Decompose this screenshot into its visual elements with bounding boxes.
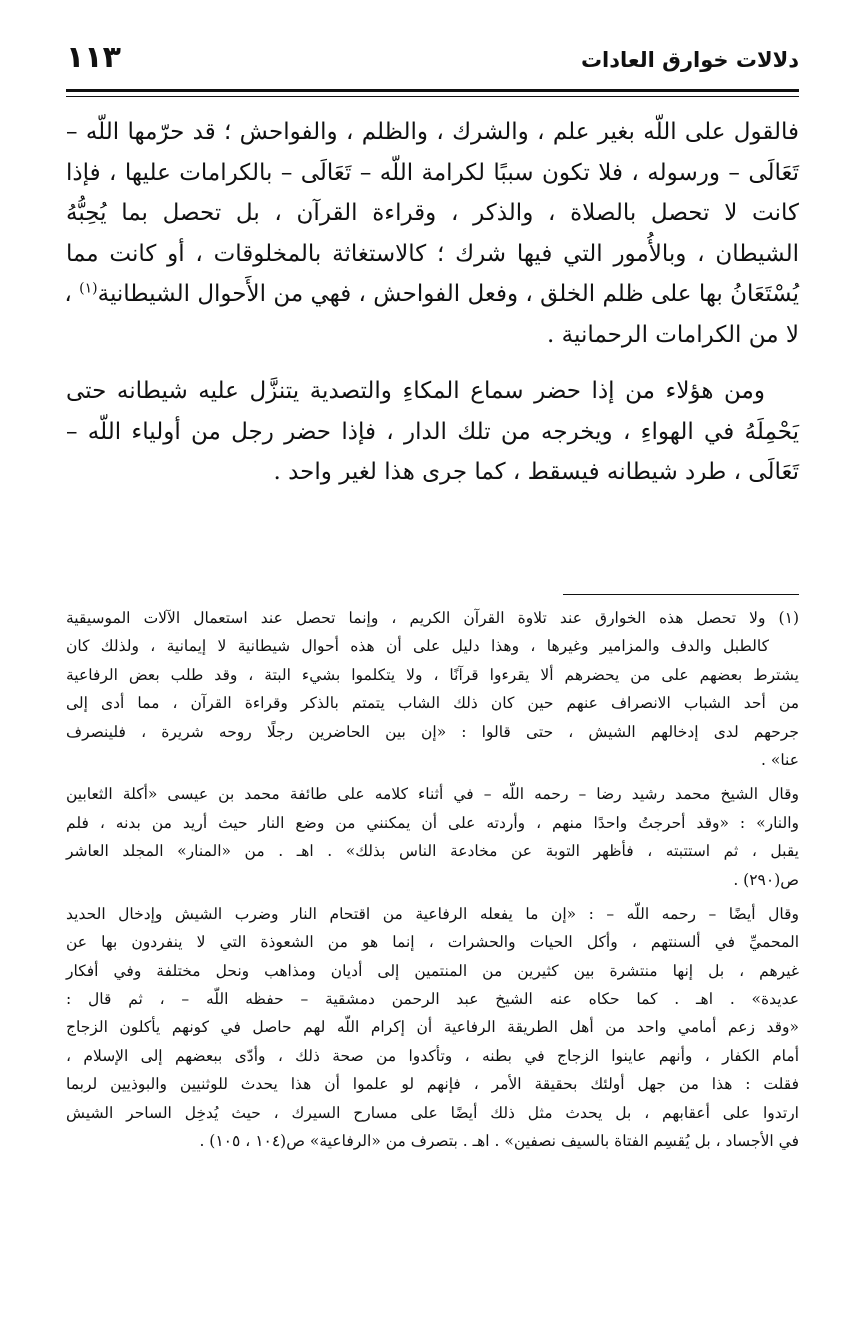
footnote-line: وقال أيضًا – رحمه اللّه – : «إن ما يفعله الرفاعية من اقتحام النار وضرب الشيش وإدخال الحديد [66, 904, 799, 923]
text-line: لا من الكرامات الرحمانية . [547, 321, 799, 348]
text-line [66, 274, 799, 315]
footnote-line: المحميِّ في ألسنتهم ، وأكل الحيات والحشرات ، إنما هو من الشعوذة التي لا ينفردون بها عن [66, 933, 799, 952]
text-line-content: يُسْتَعَانُ بها على ظلم الخلق ، وفعل الفواحش ، فهي من الأَحوال الشيطانية [97, 281, 799, 307]
text-line: تَعَالَى ، طرد شيطانه فيسقط ، كما جرى هذا لغير واحد . [273, 459, 799, 485]
footnote-line: في الأجساد ، بل يُقسِم الفتاة بالسيف نصفين» . اهـ . بتصرف من «الرفاعية» ص(١٠٤ ، ١٠٥) . [199, 1132, 799, 1151]
footnote-separator [563, 594, 799, 595]
footnote-line: ص(٢٩٠) . [733, 870, 799, 889]
footnote-line: والنار» : «وقد أحرجتُ واحدًا منهم ، وأردته على أن يمكنني من وضع النار حيث أريد من بدنه ، فلم [66, 813, 799, 832]
footnote-quote-rida [66, 780, 799, 894]
footnote-line: غيرهم ، بل إنها منتشرة بين كثيرين من المنتمين إلى أديان ومذاهب ونحل مختلفة وفي أفكار [66, 961, 799, 980]
paragraph-2 [66, 371, 799, 493]
page-header [66, 36, 799, 84]
main-text [66, 112, 799, 493]
text-line: تَعَالَى – ورسوله ، فلا تكون سببًا لكرامة اللّه – تَعَالَى – بالكرامات عليها ، فإذا [66, 159, 799, 186]
text-line: ومن هؤلاء من إذا حضر سماع المكاءِ والتصدية يتنزَّل عليه شيطانه حتى [66, 378, 765, 404]
footnote-line: (١) ولا تحصل هذه الخوارق عند تلاوة القرآن الكريم ، وإنما تحصل عند استعمال الآلات الموسيقية [66, 609, 799, 627]
footnote-line: من أحد الشباب الانصراف عنهم حين كان ذلك الشاب يتمتم بالذكر وقراءة القرآن ، مما أدى إلى [66, 694, 799, 713]
footnote-quote-rifaiyya [66, 900, 799, 1156]
footnote-1 [66, 604, 799, 774]
footnote-line: فقلت : هذا من جهل أولئك بحقيقة الأمر ، فإنهم لو علموا أن هذا يحدث للوثنيين والبوذيين لربما [66, 1075, 799, 1094]
page-number: ١١٣ [66, 40, 121, 75]
footnote-line: جرحهم لدى إدخالهم الشيش ، حتى قالوا : «إن بين الحاضرين رجلًا روحه شريرة ، فلينصرف [66, 722, 799, 741]
footnote-marker: (١) [79, 280, 98, 297]
footnote-line: «وقد زعم أمامي واحد من أهل الطريقة الرفاعية أن إكرام اللّه لهم حاصل في كونهم يأكلون الزجاج [66, 1018, 799, 1037]
footnote-line: وقال الشيخ محمد رشيد رضا – رحمه اللّه – في أثناء كلامه على طائفة محمد بن عيسى «أكلة الثعابين [66, 785, 799, 804]
footnotes [66, 604, 799, 1155]
footnote-line: ارتدوا على أعقابهم ، بل يحدث مثل ذلك أيضًا على مسارح السيرك ، حيث يُدخِل الساحر الشيش [66, 1103, 799, 1122]
footnote-line: عنا» . [761, 750, 799, 769]
text-line: فالقول على اللّه بغير علم ، والشرك ، والظلم ، والفواحش ؛ قد حرّمها اللّه – [66, 119, 799, 145]
footnote-line: يشترط بعضهم على من يحضرهم ألا يقرءوا قرآنًا ، ولا يتكلموا بشيء البتة ، وقد طلب بعض الرفاعية [66, 665, 799, 684]
header-rule-thin [66, 96, 799, 97]
footnote-line: أمام الكفار ، وأنهم عاينوا الزجاج في بطنه ، وتأكدوا من صحة ذلك ، وأدّى ببعضهم إلى الإسلام ، [66, 1046, 799, 1065]
text-line: يَحْمِلَهُ في الهواءِ ، ويخرجه من تلك الدار ، فإذا حضر رجل من أولياء اللّه – [66, 418, 799, 445]
footnote-line: يقبل ، ثم استتبته ، فأظهر التوبة عن مخادعة الناس بذلك» . اهـ . من «المنار» المجلد العاشر [66, 842, 799, 861]
footnote-line: كالطبل والدف والمزامير وغيرها ، وهذا دليل على أن هذه أحوال شيطانية لا إيمانية ، ولذلك كان [66, 637, 769, 656]
header-rule-thick [66, 89, 799, 92]
footnote-line: عديدة» . اهـ . كما حكاه عنه الشيخ عبد الرحمن دمشقية – حفظه اللّه – ، ثم قال : [66, 990, 799, 1009]
trailing-comma: ، [64, 281, 80, 307]
text-line: الشيطان ، وبالأُمور التي فيها شرك ؛ كالاستغاثة بالمخلوقات ، أو كانت مما [66, 240, 799, 267]
paragraph-1 [66, 112, 799, 355]
running-title: دلالات خوارق العادات [580, 48, 799, 72]
text-line: كانت لا تحصل بالصلاة ، والذكر ، وقراءة القرآن ، بل تحصل بما يُحِبُّهُ [66, 200, 799, 226]
